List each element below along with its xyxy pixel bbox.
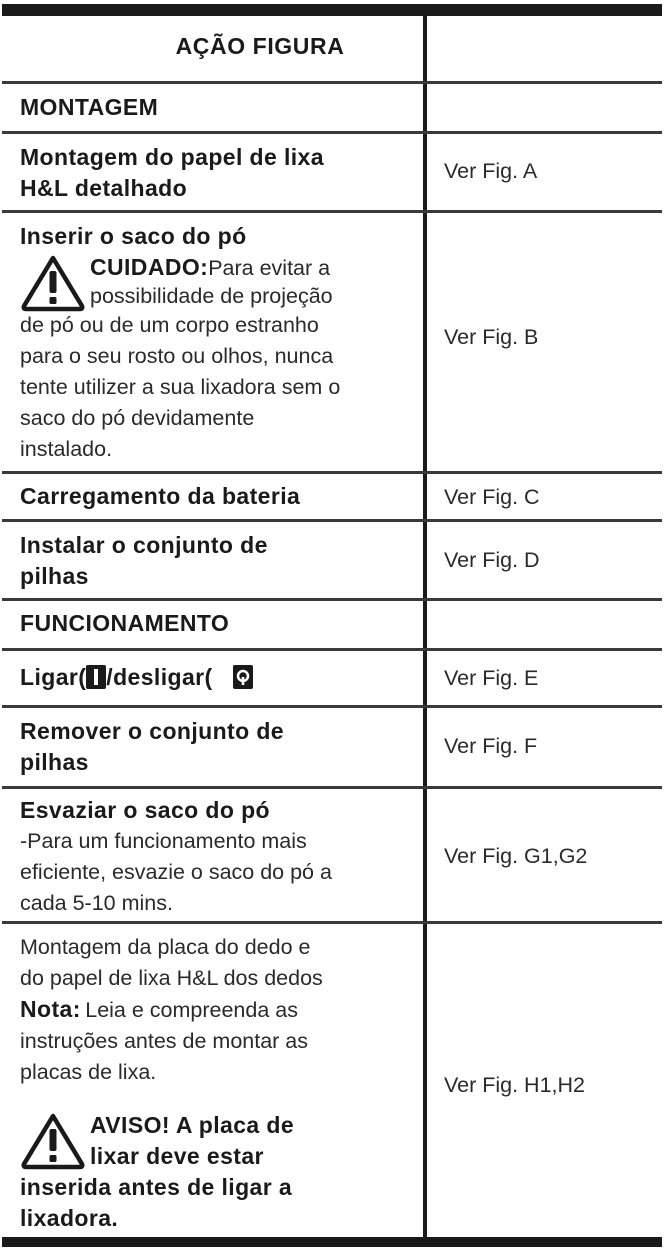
- row-text: placas de lixa.: [20, 1060, 157, 1084]
- row-text: -Para um funcionamento mais: [20, 829, 307, 853]
- note-line: [20, 994, 420, 1026]
- row-label-part: /desligar(: [106, 664, 213, 690]
- caution-block: [20, 252, 420, 310]
- warning-triangle-icon: [20, 254, 86, 312]
- row-text: instruções antes de montar as: [20, 1029, 309, 1053]
- warning-text: inserida antes de ligar a: [20, 1174, 293, 1200]
- caution-text: saco do pó devidamente: [20, 406, 255, 430]
- warning-text: lixar deve estar: [90, 1143, 264, 1169]
- figure-reference: Ver Fig. D: [444, 548, 540, 572]
- row-label: Carregamento da bateria: [20, 483, 301, 509]
- row-divider: [2, 705, 662, 708]
- figure-reference: Ver Fig. C: [444, 485, 540, 509]
- row-label-line: Montagem do papel de lixa: [20, 144, 324, 170]
- warning-text: lixadora.: [20, 1205, 119, 1231]
- column-divider: [423, 16, 427, 1237]
- power-on-icon: [86, 665, 106, 689]
- section-heading-funcionamento: FUNCIONAMENTO: [20, 610, 230, 636]
- row-divider: [2, 786, 662, 789]
- row-text: eficiente, esvazie o saco do pó a: [20, 860, 332, 884]
- row-divider: [2, 921, 662, 924]
- row-label-line: H&L detalhado: [20, 175, 188, 201]
- row-divider: [2, 519, 662, 522]
- figure-reference: Ver Fig. H1,H2: [444, 1073, 585, 1097]
- row-divider: [2, 210, 662, 213]
- section-heading-montagem: MONTAGEM: [20, 94, 159, 120]
- power-off-icon: [233, 665, 253, 689]
- row-label: [20, 530, 420, 592]
- row-text: Montagem da placa do dedo e: [20, 935, 311, 959]
- figure-reference: Ver Fig. E: [444, 666, 539, 690]
- caution-text: Para evitar a: [208, 256, 331, 280]
- table-bottom-rule: [2, 1237, 662, 1247]
- row-label: [20, 795, 420, 919]
- caution-text: instalado.: [20, 437, 113, 461]
- row-divider: [2, 598, 662, 601]
- caution-text: tente utilizer a sua lixadora sem o: [20, 375, 341, 399]
- row-divider: [2, 471, 662, 474]
- warning-block: [20, 1110, 420, 1172]
- caution-text: possibilidade de projeção: [90, 284, 333, 308]
- row-label-line: pilhas: [20, 563, 89, 589]
- caution-label: CUIDADO:: [90, 254, 209, 280]
- row-text: cada 5-10 mins.: [20, 891, 173, 915]
- row-divider: [2, 131, 662, 134]
- row-label-line: pilhas: [20, 749, 89, 775]
- row-label: [20, 221, 420, 465]
- warning-triangle-icon: [20, 1112, 86, 1170]
- row-label: [20, 662, 420, 693]
- caution-text: para o seu rosto ou olhos, nunca: [20, 344, 334, 368]
- note-text: Leia e compreenda as: [85, 998, 298, 1022]
- figure-reference: Ver Fig. B: [444, 325, 539, 349]
- row-divider: [2, 81, 662, 84]
- row-label-line: Remover o conjunto de: [20, 718, 284, 744]
- caution-text: de pó ou de um corpo estranho: [20, 313, 319, 337]
- row-label-part: Ligar(: [20, 664, 87, 690]
- row-title: Inserir o saco do pó: [20, 223, 247, 249]
- row-text: do papel de lixa H&L dos dedos: [20, 966, 323, 990]
- note-label: Nota:: [20, 996, 81, 1022]
- row-label: [20, 716, 420, 778]
- row-divider: [2, 648, 662, 651]
- figure-reference: Ver Fig. F: [444, 734, 538, 758]
- row-title: Esvaziar o saco do pó: [20, 797, 270, 823]
- table-top-rule: [2, 4, 662, 16]
- row-label: [20, 932, 420, 1234]
- figure-reference: Ver Fig. A: [444, 159, 538, 183]
- figure-reference: Ver Fig. G1,G2: [444, 844, 588, 868]
- row-label: [20, 142, 420, 204]
- warning-text: AVISO! A placa de: [90, 1112, 295, 1138]
- row-label-line: Instalar o conjunto de: [20, 532, 268, 558]
- table-header: AÇÃO FIGURA: [175, 33, 345, 59]
